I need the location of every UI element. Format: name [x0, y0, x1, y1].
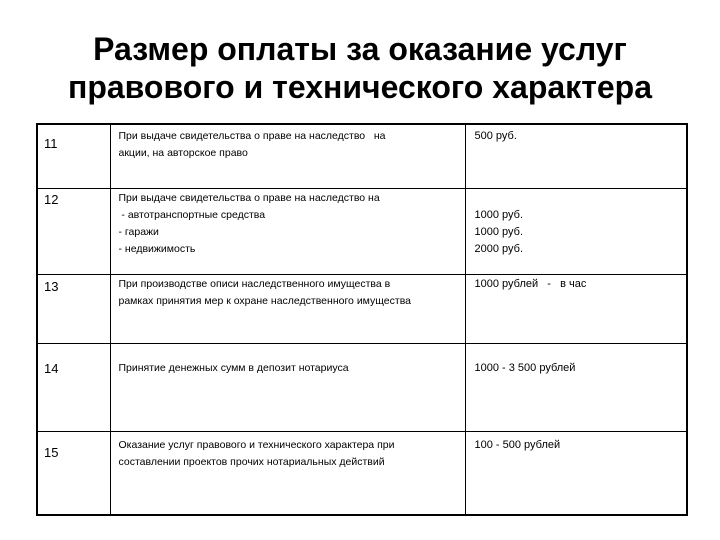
service-price [465, 275, 687, 344]
description-line: рамках принятия мер к охране наследственного имущества [118, 295, 411, 307]
description-line: При производстве описи наследственного имущества в [118, 278, 391, 290]
description-line: - гаражи [118, 226, 159, 238]
price-line: 1000 руб. [474, 226, 524, 238]
description-line: акции, на авторское право [118, 147, 248, 159]
service-description [110, 275, 465, 344]
table-row [37, 124, 687, 189]
row-number: 11 [37, 124, 110, 189]
price-line: 1000 - 3 500 рублей [474, 362, 576, 374]
description-line: - автотранспортные средства [118, 209, 266, 221]
page-title [0, 30, 720, 106]
row-number: 13 [37, 275, 110, 344]
service-description [110, 432, 465, 516]
description-line: Оказание услуг правового и технического характера при [118, 439, 395, 451]
table-row [37, 344, 687, 432]
row-number: 15 [37, 432, 110, 516]
fee-table [36, 123, 688, 516]
table-row [37, 432, 687, 516]
price-line: 100 - 500 рублей [474, 439, 561, 451]
description-line: Принятие денежных сумм в депозит нотариуса [118, 362, 349, 374]
service-description [110, 124, 465, 189]
price-line: 1000 рублей - в час [474, 278, 587, 290]
price-line: 2000 руб. [474, 243, 524, 255]
row-number: 12 [37, 189, 110, 275]
price-line: 1000 руб. [474, 209, 524, 221]
table-row [37, 189, 687, 275]
service-price [465, 189, 687, 275]
table-row [37, 275, 687, 344]
service-price [465, 344, 687, 432]
service-price [465, 124, 687, 189]
page-title-line-1: Размер оплаты за оказание услуг [93, 31, 627, 67]
description-line: составлении проектов прочих нотариальных действий [118, 456, 385, 468]
row-number: 14 [37, 344, 110, 432]
description-line: При выдаче свидетельства о праве на наследство на [118, 192, 380, 204]
service-description [110, 344, 465, 432]
service-description [110, 189, 465, 275]
description-line: - недвижимость [118, 243, 196, 255]
page-title-line-2: правового и технического характера [67, 69, 652, 105]
description-line: При выдаче свидетельства о праве на наследство на [118, 130, 386, 142]
price-line: 500 руб. [474, 130, 517, 142]
service-price [465, 432, 687, 516]
